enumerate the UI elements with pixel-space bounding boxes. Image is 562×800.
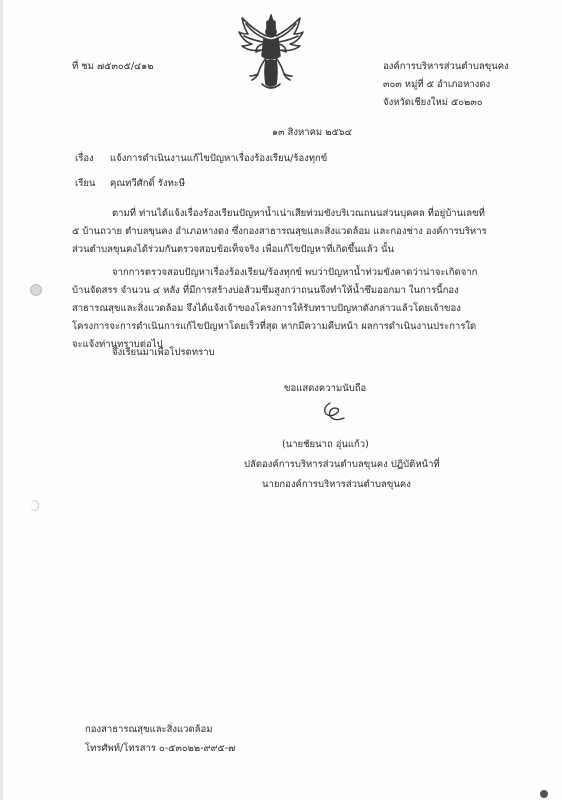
subject-label: เรื่อง (75, 153, 94, 164)
letter-date: ๑๓ สิงหาคม ๒๕๖๔ (272, 127, 352, 138)
org-province: จังหวัดเชียงใหม่ ๕๐๒๓๐ (383, 97, 483, 108)
signer-name: (นายชัยนาถ อุ่นแก้ว) (282, 439, 369, 450)
body-paragraph-1: ตามที่ ท่านได้แจ้งเรื่องร้องเรียนปัญหาน้ำเน่าเสียท่วมขังบริเวณถนนส่วนบุคคล ที่อยู่บ้านเลขที่ ๕ บ้านถวาย ตำบลขุนคง อำเภอหางดง ซึ่งกองสาธารณสุขและสิ่งแวดล้อม และกองช่าง องค์การบริหารส่วนตำบลขุนคงได้ร่วมกันตรวจสอบข้อเท็จจริง เพื่อแก้ไขปัญหาที่เกิดขึ้นแล้ว นั้น (72, 208, 487, 255)
punch-hole-mark (31, 500, 39, 511)
footer-division: กองสาธารณสุขและสิ่งแวดล้อม (85, 724, 213, 735)
recipient-label: เรียน (75, 178, 96, 189)
signer-position-line1: ปลัดองค์การบริหารส่วนตำบลขุนคง ปฏิบัติหน้าที่ (244, 459, 440, 470)
closing-line: จึงเรียนมาเพื่อโปรดทราบ (112, 347, 215, 358)
body-paragraph-2: จากการตรวจสอบปัญหาเรื่องร้องเรียน/ร้องทุกข์ พบว่าปัญหาน้ำท่วมขังคาดว่าน่าจะเกิดจากบ้านจัดสรร จำนวน ๔ หลัง ที่มีการสร้างบ่อส้วมซึมสูงกว่าถนนจึงทำให้น้ำซึมออกมา ในการนี้กองสาธารณสุขและสิ่งแวดล้อม จึงได้แจ้งเจ้าของโครงการให้รับทราบปัญหาดังกล่าวแล้วโดยเจ้าของโครงการจะการดำเนินการแก้ไขปัญหาโดยเร็วที่สุด หากมีความคืบหน้า ผลการดำเนินงานประการใดจะแจ้งท่านทราบต่อไป (72, 267, 478, 350)
punch-hole-mark (30, 284, 42, 296)
handwritten-signature (318, 400, 348, 424)
scan-dot-mark (540, 790, 548, 798)
recipient-name: คุณทวีศักดิ์ รังทะษี (110, 178, 186, 189)
garuda-emblem-icon (236, 12, 306, 92)
org-address: ๓๐๓ หมู่ที่ ๕ อำเภอหางดง (383, 79, 491, 90)
regards-text: ขอแสดงความนับถือ (284, 383, 367, 394)
reference-number: ที่ ชม ๗๕๓๐๕/๔๑๒ (72, 61, 154, 72)
footer-phone: โทรศัพท์/โทรสาร ๐-๕๓๐๒๒-๙๙๕-๗ (85, 743, 236, 754)
signer-position-line2: นายกองค์การบริหารส่วนตำบลขุนคง (262, 479, 411, 490)
subject-text: แจ้งการดำเนินงานแก้ไขปัญหาเรื่องร้องเรียน/ร้องทุกข์ (110, 153, 328, 164)
org-name: องค์การบริหารส่วนตำบลขุนคง (383, 61, 509, 72)
scan-edge-shadow (0, 0, 3, 800)
